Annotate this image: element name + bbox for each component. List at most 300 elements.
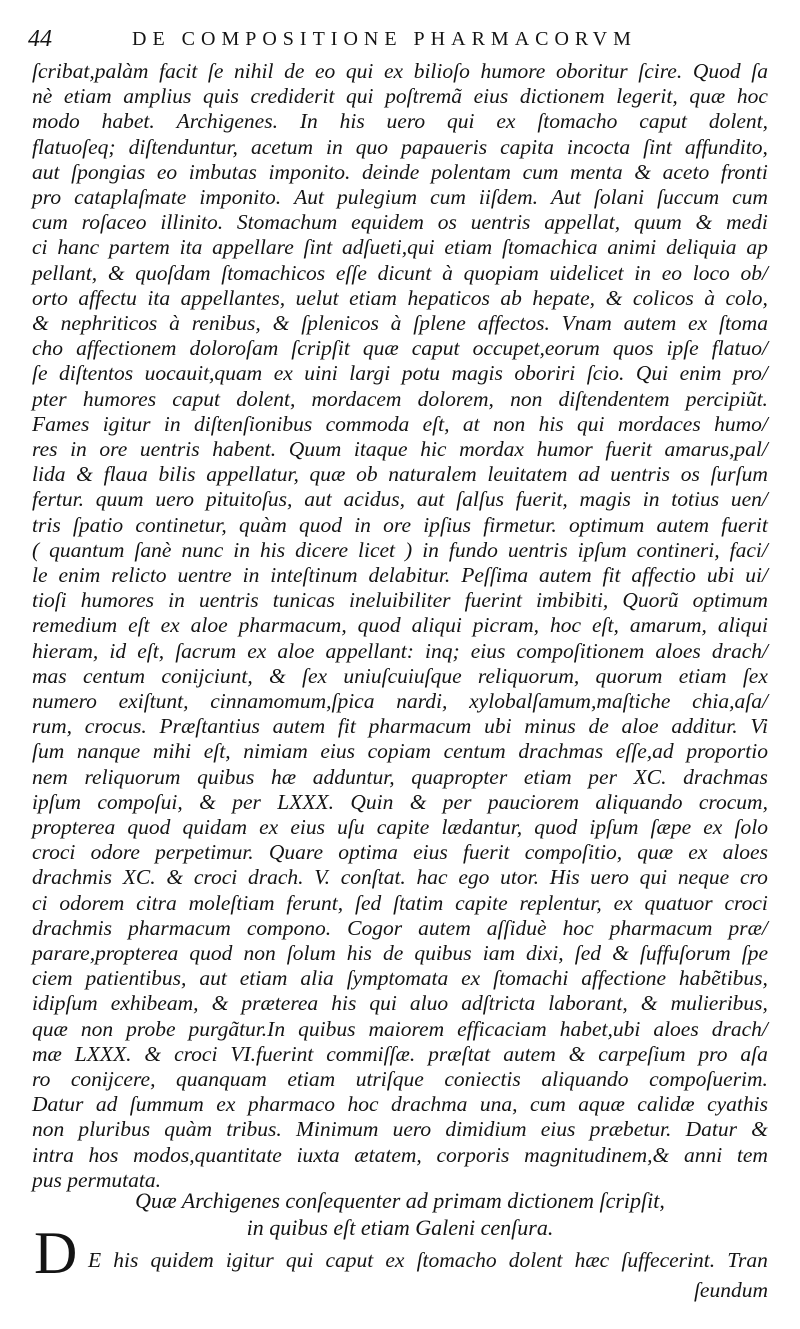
word: quopiam <box>463 260 539 285</box>
word: ſtomachi <box>493 966 569 991</box>
word: exiſtunt, <box>118 689 189 713</box>
word: uentris <box>198 588 259 613</box>
word: ſint <box>643 134 672 159</box>
word: Vnam <box>561 311 612 335</box>
word: pharmacum, <box>238 613 347 638</box>
word: commiſſæ. <box>326 1041 416 1066</box>
word: coniectis <box>444 1067 521 1091</box>
word: VI.fuerint <box>230 1041 314 1066</box>
word: & <box>272 311 290 335</box>
word: mæ <box>32 1041 62 1066</box>
word: ſuffecerint. <box>621 1248 716 1272</box>
word: ætatem, <box>354 1142 422 1167</box>
word: drach/ <box>711 1016 768 1041</box>
word: ex <box>688 311 708 335</box>
word: mordacem <box>311 386 402 411</box>
word: aut <box>416 487 445 512</box>
word: aloe <box>621 714 659 739</box>
word: croci <box>724 890 768 915</box>
word: ſa <box>751 59 768 83</box>
word: croci <box>32 840 76 865</box>
word: minus <box>524 714 576 739</box>
word: flatuoſeq; <box>32 134 116 159</box>
word: eius <box>470 638 506 663</box>
word: affectu <box>78 285 137 310</box>
word: ex <box>385 1248 405 1272</box>
word: os <box>680 462 700 487</box>
word: ci <box>32 235 48 260</box>
word: quibus <box>414 941 472 965</box>
word: ubi <box>706 563 735 587</box>
word: amarum, <box>629 613 707 638</box>
word: habet. <box>101 109 155 134</box>
word: hoc <box>562 915 594 940</box>
word: ( <box>32 537 40 562</box>
word: maiorem <box>368 1016 445 1041</box>
word: drachmis <box>32 865 113 890</box>
word: uini <box>304 361 338 386</box>
word: relicto <box>111 563 167 587</box>
word: & <box>640 991 658 1016</box>
word: ex <box>613 890 633 915</box>
word: hoc <box>550 613 582 638</box>
word: fuerit <box>721 512 768 537</box>
word: præbetur. <box>589 1117 672 1142</box>
word: pauciorem <box>487 789 579 814</box>
word: hæc <box>574 1248 610 1272</box>
word: humo/ <box>714 411 768 436</box>
word: non <box>80 1016 114 1041</box>
word: diſtentos <box>59 361 134 386</box>
word: ſæpe <box>650 815 692 839</box>
word: compoſitionem <box>516 638 645 663</box>
word: ſpongias <box>71 159 146 184</box>
word: ita <box>179 235 203 260</box>
word: ex <box>247 638 267 663</box>
running-title: DE COMPOSITIONE PHARMACORVM <box>132 28 637 50</box>
word: patientibus, <box>85 966 187 991</box>
word: conijcere, <box>70 1067 156 1091</box>
word: ſtoma <box>718 311 768 335</box>
word: crocum, <box>698 789 768 814</box>
word: crediderit <box>250 84 335 109</box>
word: quod <box>534 815 578 839</box>
word: caput <box>325 1248 374 1272</box>
word: igitur <box>225 1248 274 1272</box>
word: affectos. <box>477 311 550 335</box>
word: uniuſcuiuſque <box>343 663 462 688</box>
word: hic <box>420 437 447 461</box>
word: lida <box>32 462 66 487</box>
word: ro <box>32 1067 51 1091</box>
page-number: 44 <box>28 26 52 52</box>
word: affectio <box>631 563 696 587</box>
word: amplius <box>123 84 192 109</box>
word: uen/ <box>730 487 768 512</box>
word: pharmaco <box>247 1092 336 1117</box>
word: mulieribus, <box>670 991 768 1016</box>
word: lædantur, <box>441 815 523 839</box>
word: reliquorum, <box>477 663 580 688</box>
word: quantum <box>49 537 125 562</box>
word: pituitoſus, <box>205 487 293 512</box>
word: cum <box>522 159 559 184</box>
word: perpetimur. <box>155 840 254 865</box>
word: non <box>510 386 543 411</box>
word: aloes <box>653 1016 699 1041</box>
word: igitur <box>102 411 151 436</box>
word: croci <box>174 1041 218 1066</box>
word: ſolani <box>593 185 645 209</box>
word: Cogor <box>347 915 403 940</box>
word: dictionem <box>519 84 605 109</box>
word: nunc <box>181 537 224 562</box>
word: in <box>163 411 181 436</box>
word: papaueris <box>401 134 488 159</box>
word: Quum <box>288 437 342 461</box>
word: ſtatim <box>393 890 444 915</box>
word: loco <box>692 260 730 285</box>
word: mihi <box>152 739 192 764</box>
word: probe <box>126 1016 176 1041</box>
word: ſcripſit <box>291 336 350 361</box>
word: ſalſus <box>456 487 504 512</box>
word: eo <box>156 159 178 184</box>
word: uentris <box>507 537 568 562</box>
word: parare,propterea <box>32 941 179 965</box>
word: fuerint <box>464 588 522 613</box>
word: tunicas <box>272 588 335 613</box>
word: pro/ <box>732 361 768 386</box>
word: His <box>549 865 580 890</box>
word: quæ <box>689 84 726 109</box>
word: uero <box>155 487 194 512</box>
word: facit <box>159 59 198 83</box>
word: renibus, <box>191 311 261 335</box>
word: aquæ <box>578 1092 625 1117</box>
word: quæ <box>362 336 399 361</box>
word: ab <box>500 285 522 310</box>
word: pellant, <box>32 260 98 285</box>
word: & <box>269 663 286 688</box>
word: autem <box>656 512 710 537</box>
word: præ/ <box>728 915 768 940</box>
word: enim <box>58 563 101 587</box>
word: XC. <box>633 764 667 789</box>
word: quod <box>298 512 342 537</box>
word: & <box>107 260 125 285</box>
word: Aut <box>551 185 581 209</box>
word: etiam <box>287 1067 336 1091</box>
word: ap <box>746 235 768 260</box>
word: cum <box>732 185 768 209</box>
word: autem <box>272 714 326 739</box>
word: tem <box>736 1142 768 1167</box>
word: appellat, <box>544 210 621 235</box>
word: qui <box>369 991 397 1016</box>
word: replentur, <box>519 890 602 915</box>
word: flatuo/ <box>711 336 768 361</box>
word: uſu <box>337 815 365 839</box>
word: ore <box>383 512 412 537</box>
word: cum <box>32 210 68 235</box>
word: nem <box>32 764 68 789</box>
word: leuitatem <box>487 462 568 487</box>
word: remedium <box>32 613 118 638</box>
word: contineri, <box>636 537 720 562</box>
word: dimidium <box>445 1117 527 1142</box>
word: drach/ <box>711 638 768 663</box>
word: iuxta <box>296 1142 340 1167</box>
word: eo <box>661 260 683 285</box>
word: additur. <box>671 714 738 739</box>
word: Stomachum <box>236 210 338 235</box>
word: picram, <box>472 613 540 638</box>
word: autem <box>539 563 592 587</box>
word: firmetur. <box>483 512 557 537</box>
word: & <box>695 210 713 235</box>
word: Datur <box>685 1117 737 1142</box>
word: centum <box>443 739 506 764</box>
word: quibus <box>197 764 255 789</box>
word: drach. <box>247 865 304 890</box>
word: quod <box>357 613 401 638</box>
word: hanc <box>57 235 100 260</box>
word: poſtremã <box>385 84 462 109</box>
word: etiam <box>523 764 572 789</box>
word: ex <box>216 1092 236 1117</box>
word: pharmacum <box>609 915 713 940</box>
word: uentris <box>610 462 671 487</box>
word: tris <box>32 512 61 537</box>
word: cro <box>739 865 768 890</box>
word: capita <box>500 134 554 159</box>
word: his <box>113 1248 139 1272</box>
word: ſanè <box>134 537 172 562</box>
word: Datur <box>32 1092 84 1117</box>
word: commoda <box>325 411 410 436</box>
word: ex <box>688 840 708 865</box>
word: ipſum <box>577 537 627 562</box>
word: magis <box>579 487 631 512</box>
word: & <box>166 865 184 890</box>
word: habet,ubi <box>559 1016 641 1041</box>
word: ſuffuſorum <box>639 941 731 965</box>
word: aliquando <box>595 789 683 814</box>
word: præterea <box>241 991 319 1016</box>
word: partem <box>108 235 170 260</box>
word: his <box>259 537 286 562</box>
word: purgãtur.In <box>188 1016 286 1041</box>
word: laborant, <box>548 991 628 1016</box>
word: res <box>32 437 58 461</box>
word: uero <box>392 1117 432 1142</box>
word: medi <box>726 210 768 235</box>
word: in <box>326 134 343 159</box>
word: his <box>331 991 357 1016</box>
word: ſummum <box>129 1092 204 1117</box>
word: odorem <box>59 890 125 915</box>
word: aut <box>32 159 60 184</box>
word: ui/ <box>745 563 768 587</box>
word: aloe <box>277 638 315 663</box>
word: iiſdem. <box>478 185 539 209</box>
word: dicunt <box>377 260 432 285</box>
word: croci <box>193 865 238 890</box>
word: ciem <box>32 966 73 991</box>
word: ineluibiliter <box>348 588 451 613</box>
word: numero <box>32 689 97 713</box>
word: humores <box>80 588 155 613</box>
word: utor. <box>500 865 539 890</box>
word: E <box>88 1248 102 1272</box>
word: etiam <box>63 84 112 109</box>
word: ipſe <box>666 336 699 361</box>
word: utriſque <box>355 1067 424 1091</box>
word: affectionem <box>76 336 177 361</box>
word: ſtomachica <box>501 235 598 260</box>
word: etiam <box>349 285 397 310</box>
word: capite <box>376 815 430 839</box>
word: Quare <box>268 840 324 865</box>
word: caput <box>172 386 221 411</box>
word: ferunt, <box>286 890 344 915</box>
word: reliquorum <box>84 764 181 789</box>
word: ſe <box>207 59 224 83</box>
word: ob <box>356 462 378 487</box>
word: ſpe <box>741 941 768 965</box>
word: os <box>437 210 457 235</box>
word: pro <box>32 185 62 209</box>
word: rum, <box>32 714 73 739</box>
paragraph-first-line <box>88 1245 768 1275</box>
word: exhibeam, <box>110 991 199 1016</box>
word: & <box>605 285 623 310</box>
word: ex <box>703 815 723 839</box>
word: & <box>612 941 629 965</box>
word: legerit, <box>616 84 678 109</box>
word: non <box>243 941 276 965</box>
word: ſpatio <box>72 512 124 537</box>
word: capite <box>455 890 508 915</box>
word: potu <box>401 361 440 386</box>
word: pter <box>32 386 67 411</box>
word: acetum <box>250 134 314 159</box>
word: calidæ <box>637 1092 695 1117</box>
word: aut <box>304 487 332 512</box>
word: quatuor <box>644 890 713 915</box>
word: hieram, <box>32 638 99 663</box>
word: dolorem, <box>417 386 494 411</box>
word: eius <box>290 815 325 839</box>
word: aloes <box>722 840 768 865</box>
word: copiam <box>367 739 431 764</box>
word: cataplaſmate <box>74 185 187 209</box>
word: etiam <box>239 966 288 991</box>
word: ſed <box>574 941 601 965</box>
word: naturalem <box>388 462 477 487</box>
word: optimum <box>692 588 768 613</box>
word: ſolum <box>286 941 336 965</box>
word: XC. <box>122 865 156 890</box>
word: ſcribat,palàm <box>32 59 149 83</box>
word: ipſum <box>589 815 639 839</box>
word: aut <box>199 966 227 991</box>
word: qui <box>447 109 475 134</box>
word: citra <box>136 890 177 915</box>
word: uidelicet <box>549 260 624 285</box>
word: quapropter <box>411 764 508 789</box>
word: in <box>242 563 260 587</box>
word: compoſui, <box>97 789 183 814</box>
word: autem <box>623 311 677 335</box>
word: aſa <box>740 1041 768 1066</box>
word: imbibiti, <box>536 588 609 613</box>
word: eius <box>540 1117 576 1142</box>
word: quæ <box>637 840 674 865</box>
word: mas <box>32 663 67 688</box>
word: ſolo <box>734 815 768 839</box>
word: aloe <box>190 613 228 638</box>
word: eſt, <box>592 613 619 638</box>
word: V. <box>314 865 330 890</box>
word: carpeſium <box>598 1041 686 1066</box>
word: ore <box>99 437 128 461</box>
word: aluo <box>409 991 449 1016</box>
word: ) <box>405 537 413 562</box>
word: delabitur. <box>368 563 451 587</box>
word: quod <box>189 941 233 965</box>
word: animi <box>607 235 657 260</box>
word: & <box>76 462 93 487</box>
word: de <box>284 59 305 83</box>
section-heading-line-2: in quibus eſt etiam Galeni cenſura. <box>246 1215 554 1240</box>
drop-cap: D <box>34 1220 78 1286</box>
word: ex <box>383 59 404 83</box>
word: menta <box>570 159 623 184</box>
word: dolent, <box>236 386 296 411</box>
word: in <box>634 260 652 285</box>
word: qui <box>285 1248 314 1272</box>
word: appellantes, <box>180 285 286 310</box>
word: ita <box>147 285 171 310</box>
word: his <box>346 941 372 965</box>
word: non <box>32 1117 65 1142</box>
word: ſum <box>32 739 65 764</box>
word: Aut <box>294 185 325 209</box>
word: oboriri <box>514 361 576 386</box>
word: dicere <box>295 537 348 562</box>
word: orto <box>32 285 68 310</box>
word: anni <box>683 1142 723 1167</box>
word: corporis <box>436 1142 510 1167</box>
word: fundo <box>448 537 498 562</box>
word: amarus,pal/ <box>664 437 768 461</box>
word: non <box>492 411 526 436</box>
word: de <box>588 714 609 739</box>
word: Peſſima <box>461 563 529 587</box>
word: ego <box>458 865 490 890</box>
word: nè <box>32 84 53 109</box>
word: uero <box>386 109 426 134</box>
word: compoſuerim. <box>649 1067 768 1091</box>
word: hac <box>416 865 448 890</box>
word: cho <box>32 336 64 361</box>
word: ſtomacho <box>416 1248 497 1272</box>
word: uelut <box>295 285 339 310</box>
word: Archigenes. <box>176 109 278 134</box>
word: ipſum <box>32 789 81 814</box>
